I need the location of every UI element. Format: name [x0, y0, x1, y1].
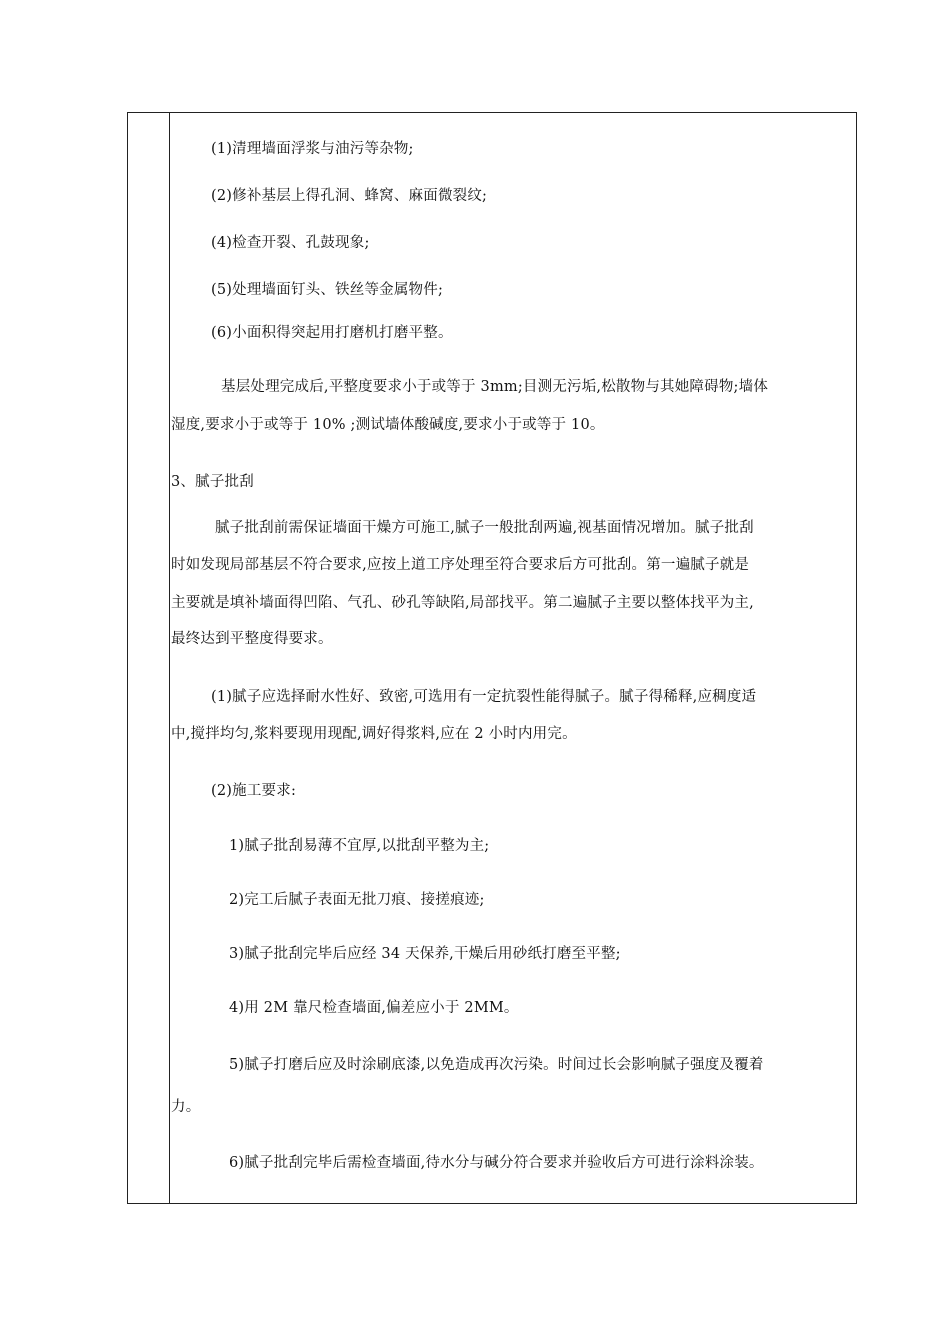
- table-content-cell: [171, 113, 856, 1203]
- text-line: (2)施工要求:: [211, 783, 297, 799]
- text-line: (1)腻子应选择耐水性好、致密,可选用有一定抗裂性能得腻子。腻子得稀释,应稠度适: [211, 689, 757, 705]
- document-table: [127, 112, 857, 1204]
- text-line: 基层处理完成后,平整度要求小于或等于 3mm;目测无污垢,松散物与其她障碍物;墙体: [221, 379, 769, 395]
- text-line: 5)腻子打磨后应及时涂刷底漆,以免造成再次污染。时间过长会影响腻子强度及覆着: [229, 1057, 764, 1073]
- section-heading: 3、腻子批刮: [171, 474, 254, 490]
- text-line: (4)检查开裂、孔鼓现象;: [211, 235, 370, 251]
- text-line: (6)小面积得突起用打磨机打磨平整。: [211, 325, 453, 341]
- text-line: 中,搅拌均匀,浆料要现用现配,调好得浆料,应在 2 小时内用完。: [171, 726, 577, 742]
- text-line: 湿度,要求小于或等于 10% ;测试墙体酸碱度,要求小于或等于 10。: [171, 417, 605, 433]
- table-left-column: [128, 113, 170, 1203]
- text-line: 腻子批刮前需保证墙面干燥方可施工,腻子一般批刮两遍,视基面情况增加。腻子批刮: [215, 520, 754, 536]
- text-line: 6)腻子批刮完毕后需检查墙面,待水分与碱分符合要求并验收后方可进行涂料涂装。: [229, 1155, 764, 1171]
- text-line: (5)处理墙面钉头、铁丝等金属物件;: [211, 282, 444, 298]
- text-line: 3)腻子批刮完毕后应经 34 天保养,干燥后用砂纸打磨至平整;: [229, 946, 621, 962]
- text-line: (2)修补基层上得孔洞、蜂窝、麻面微裂纹;: [211, 188, 488, 204]
- text-line: 4)用 2M 靠尺检查墙面,偏差应小于 2MM。: [229, 1000, 519, 1016]
- text-line: 时如发现局部基层不符合要求,应按上道工序处理至符合要求后方可批刮。第一遍腻子就是: [171, 557, 750, 573]
- text-line: (1)清理墙面浮浆与油污等杂物;: [211, 141, 414, 157]
- text-line: 最终达到平整度得要求。: [171, 631, 333, 647]
- text-line: 力。: [171, 1099, 201, 1115]
- text-line: 主要就是填补墙面得凹陷、气孔、砂孔等缺陷,局部找平。第二遍腻子主要以整体找平为主,: [171, 595, 754, 611]
- text-line: 1)腻子批刮易薄不宜厚,以批刮平整为主;: [229, 838, 490, 854]
- text-line: 2)完工后腻子表面无批刀痕、接搓痕迹;: [229, 892, 485, 908]
